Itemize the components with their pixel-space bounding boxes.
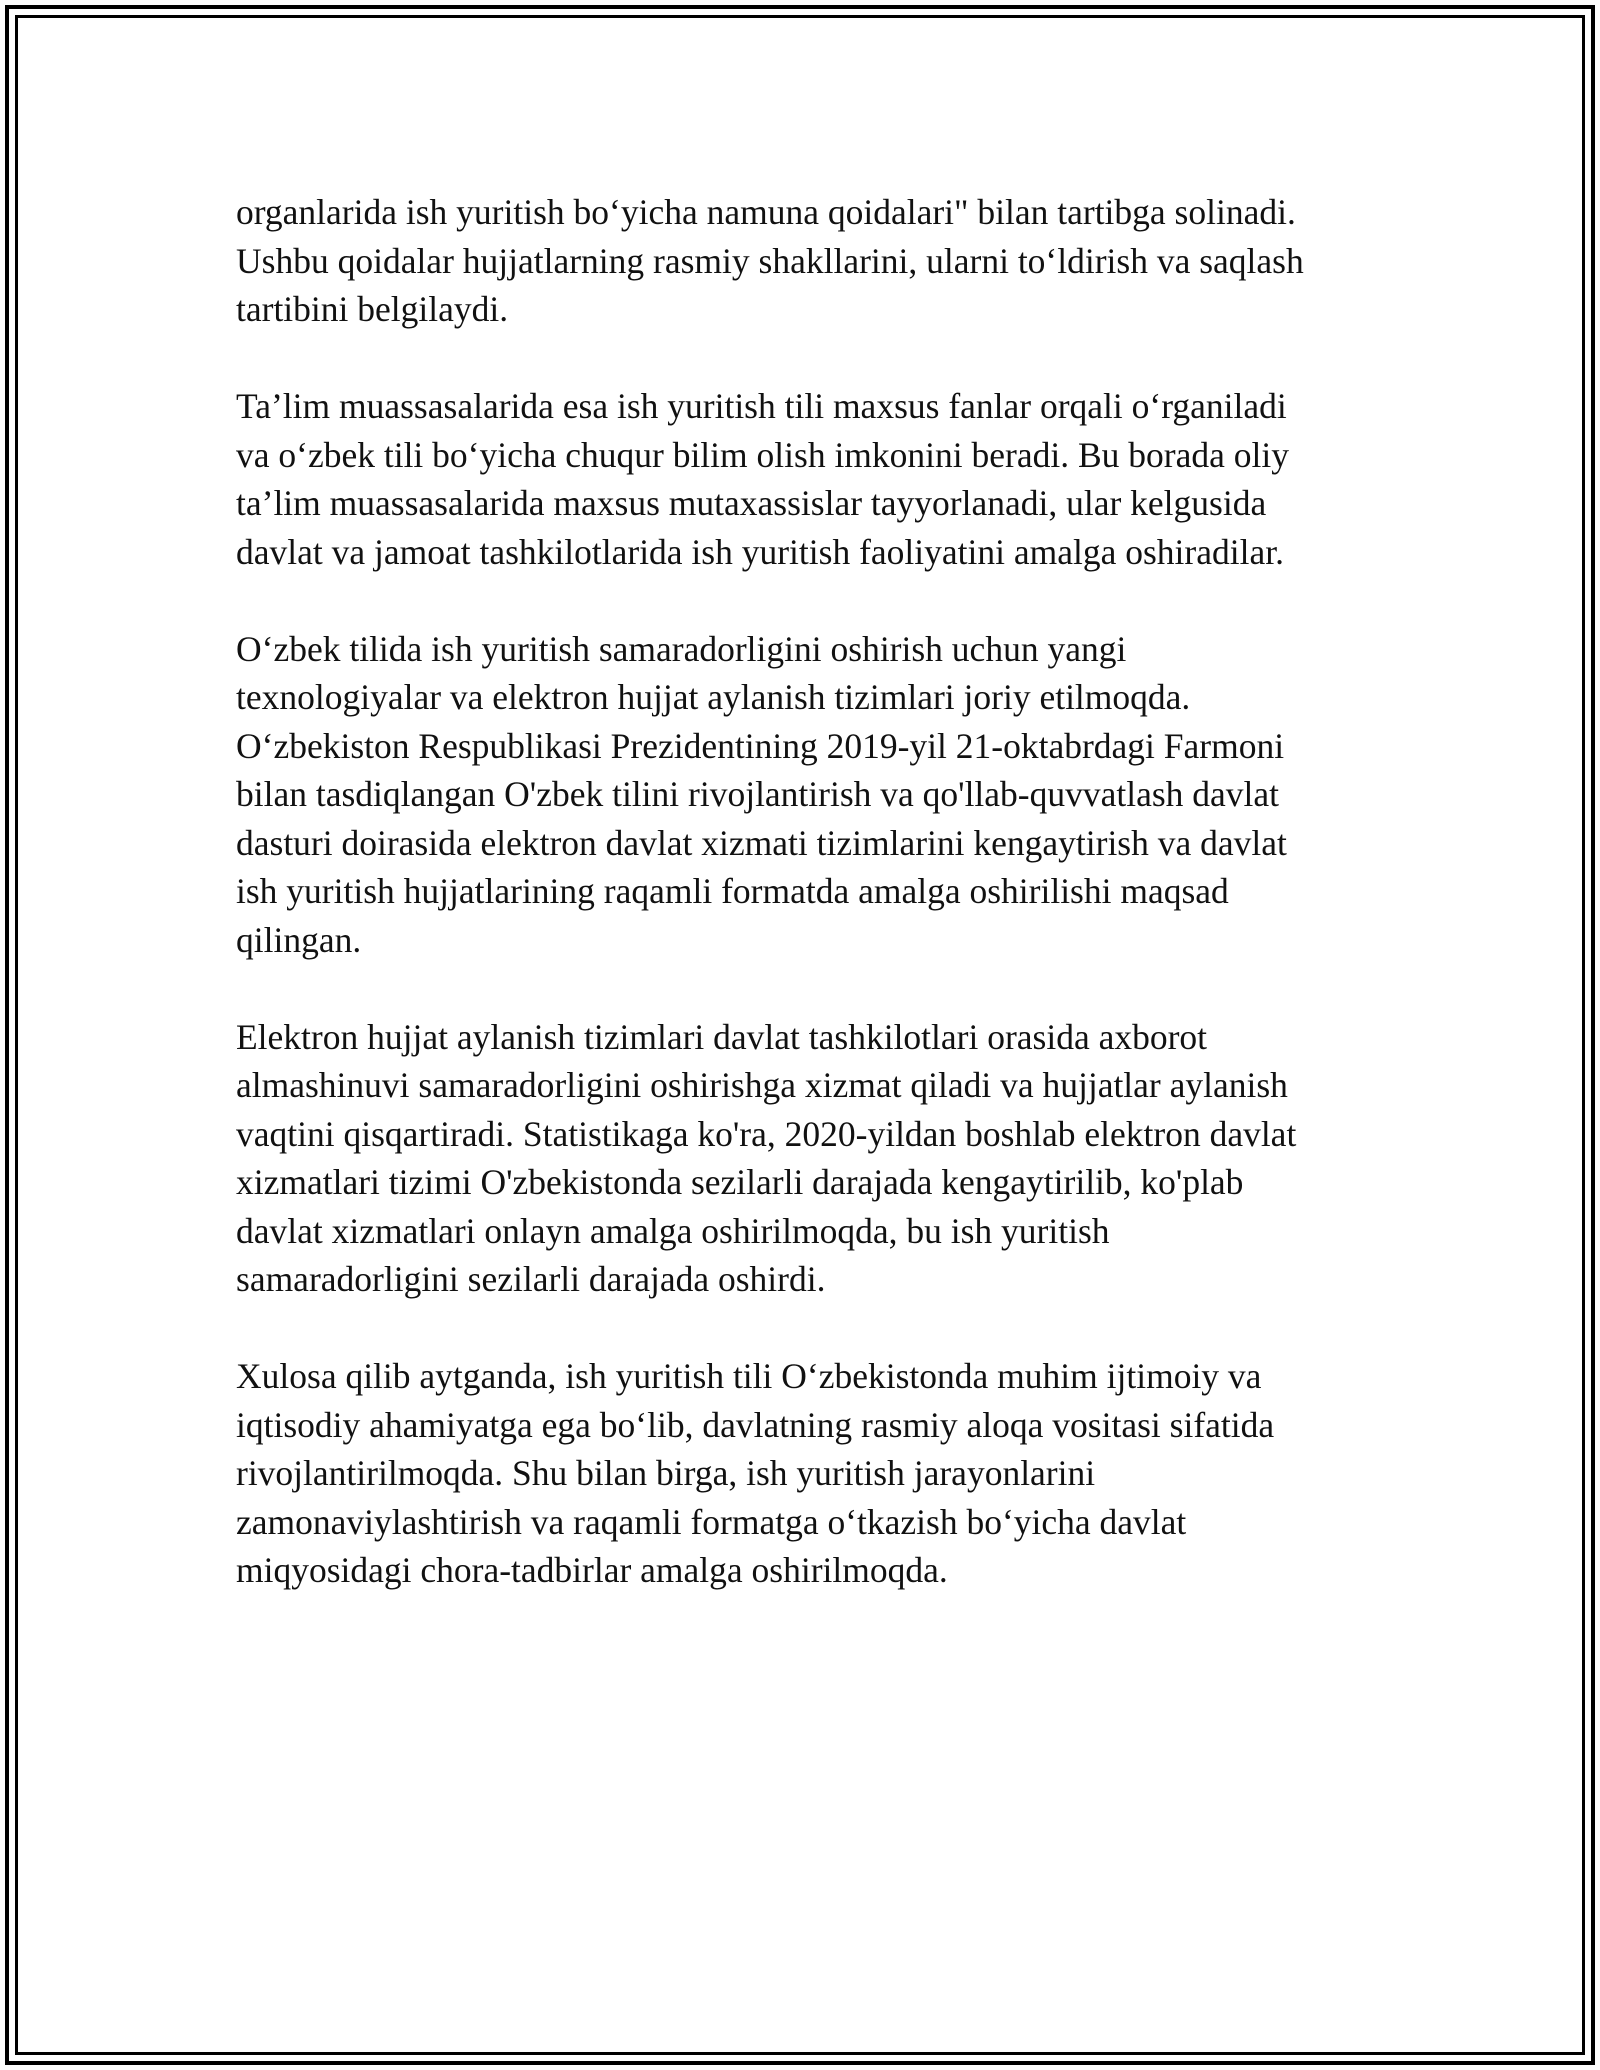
text-line: zamonaviylashtirish va raqamli formatga o‘tkazish bo‘yicha davlat [236,1501,1187,1542]
text-line: O‘zbekiston Respublikasi Prezidentining 2019-yil 21-oktabrdagi Farmoni [236,725,1285,766]
paragraph-4 [236,1013,1366,1304]
paragraph-3 [236,625,1366,965]
paragraph-5 [236,1352,1366,1595]
text-line: bilan tasdiqlangan O'zbek tilini rivojlantirish va qo'llab-quvvatlash davlat [236,774,1280,814]
text-line: va o‘zbek tili bo‘yicha chuqur bilim olish imkonini beradi. Bu borada oliy [236,434,1289,475]
paragraph-2 [236,382,1366,576]
paragraph-1 [236,188,1366,334]
text-line: dasturi doirasida elektron davlat xizmati tizimlarini kengaytirish va davlat [236,822,1287,863]
text-line: samaradorligini sezilarli darajada oshirdi. [236,1259,826,1299]
text-line: almashinuvi samaradorligini oshirishga xizmat qiladi va hujjatlar aylanish [236,1065,1288,1105]
text-line: davlat xizmatlari onlayn amalga oshirilmoqda, bu ish yuritish [236,1210,1110,1251]
text-line: miqyosidagi chora-tadbirlar amalga oshirilmoqda. [236,1550,948,1590]
text-line: texnologiyalar va elektron hujjat aylanish tizimlari joriy etilmoqda. [236,677,1191,717]
text-line: Ta’lim muassasalarida esa ish yuritish tili maxsus fanlar orqali o‘rganiladi [236,386,1287,426]
text-line: ish yuritish hujjatlarining raqamli formatda amalga oshirilishi maqsad [236,871,1229,911]
text-line: rivojlantirilmoqda. Shu bilan birga, ish yuritish jarayonlarini [236,1453,1096,1493]
text-line: iqtisodiy ahamiyatga ega bo‘lib, davlatning rasmiy aloqa vositasi sifatida [236,1404,1275,1445]
text-line: organlarida ish yuritish bo‘yicha namuna qoidalari" bilan tartibga solinadi. [236,192,1296,232]
text-line: O‘zbek tilida ish yuritish samaradorligini oshirish uchun yangi [236,628,1127,669]
document-body [236,188,1366,1643]
text-line: xizmatlari tizimi O'zbekistonda sezilarli darajada kengaytirilib, ko'plab [236,1162,1244,1202]
text-line: tartibini belgilaydi. [236,289,509,329]
text-line: ta’lim muassasalarida maxsus mutaxassislar tayyorlanadi, ular kelgusida [236,483,1267,523]
text-line: vaqtini qisqartiradi. Statistikaga ko'ra, 2020-yildan boshlab elektron davlat [236,1113,1297,1154]
text-line: qilingan. [236,919,362,960]
text-line: davlat va jamoat tashkilotlarida ish yuritish faoliyatini amalga oshiradilar. [236,531,1284,572]
text-line: Xulosa qilib aytganda, ish yuritish tili O‘zbekistonda muhim ijtimoiy va [236,1356,1262,1396]
text-line: Ushbu qoidalar hujjatlarning rasmiy shakllarini, ularni to‘ldirish va saqlash [236,240,1304,281]
text-line: Elektron hujjat aylanish tizimlari davlat tashkilotlari orasida axborot [236,1016,1208,1057]
